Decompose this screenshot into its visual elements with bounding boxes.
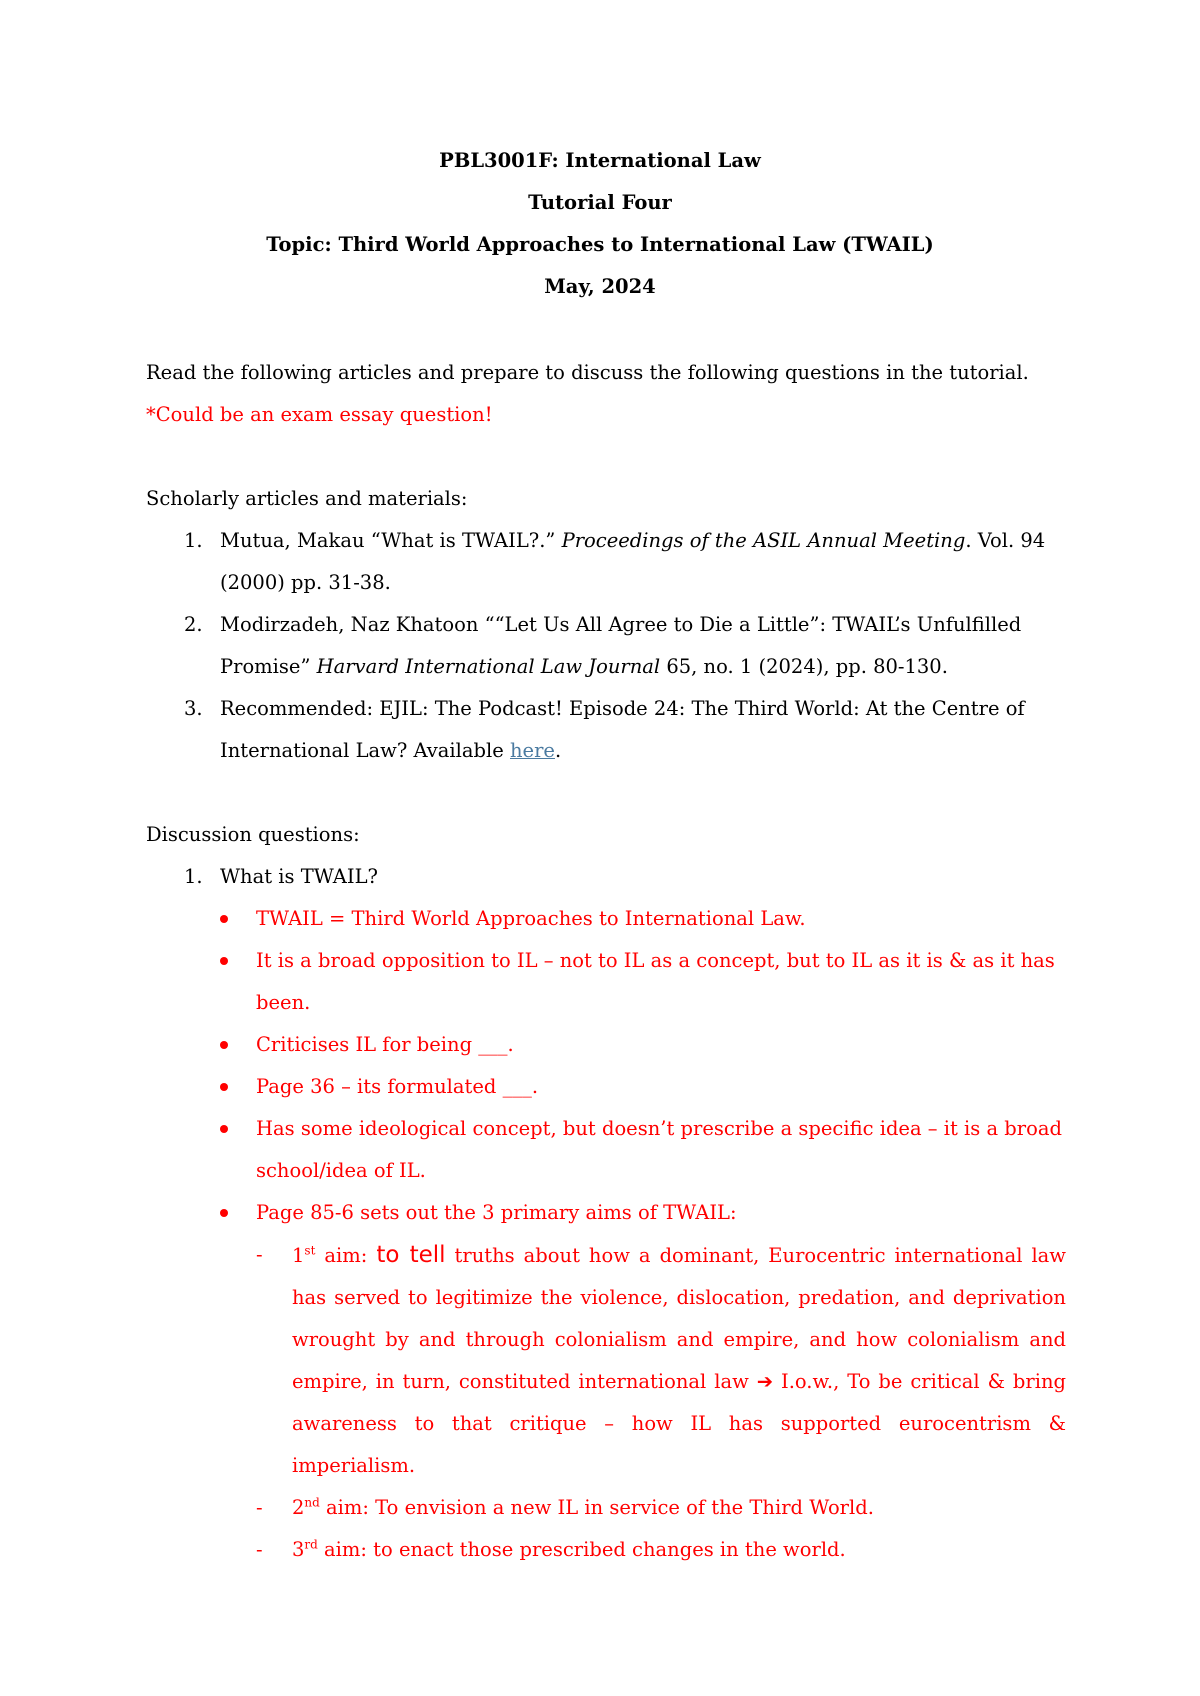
date-line: May, 2024 <box>544 275 656 298</box>
bullet-icon <box>220 1041 228 1049</box>
dash-marker: - <box>256 1496 263 1519</box>
emphasis-text: to tell <box>376 1242 446 1268</box>
item-number: 1. <box>184 529 203 552</box>
bullet-icon <box>220 957 228 965</box>
dash-marker: - <box>256 1538 263 1561</box>
arrow-icon: ➔ <box>756 1370 774 1393</box>
intro-block <box>146 352 1066 436</box>
dash-marker: - <box>256 1243 263 1266</box>
bullet-icon <box>220 1209 228 1217</box>
discussion-heading: Discussion questions: <box>146 823 360 846</box>
bullet-icon <box>220 915 228 923</box>
answer-bullet: It is a broad opposition to IL – not to IL as a concept, but to IL as it is & as it has been. <box>146 940 1066 1024</box>
materials-heading: Scholarly articles and materials: <box>146 487 468 510</box>
journal-title: Proceedings of the ASIL Annual Meeting <box>561 529 966 552</box>
question-number: 1. <box>184 865 203 888</box>
material-item: 1. Mutua, Makau “What is TWAIL?.” Proceedings of the ASIL Annual Meeting. Vol. 94 (2000) pp. 31-38. <box>146 520 1066 604</box>
answer-bullet: Criticises IL for being ___. <box>146 1024 1066 1066</box>
aim-item: - 1st aim: to tell truths about how a dominant, Eurocentric international law has served to legitimize the violence, dislocation, predation, and deprivation wrought by and through colonialism and empire, and how colonialism and empire, in turn, constituted international law ➔ I.o.w., To be critical & bring awareness to that critique – how IL has supported eurocentrism & imperialism. <box>146 1234 1066 1487</box>
aim-item: - 3rd aim: to enact those prescribed changes in the world. <box>146 1529 1066 1571</box>
material-item: 2. Modirzadeh, Naz Khatoon ““Let Us All Agree to Die a Little”: TWAIL’s Unfulfilled Promise” Harvard International Law Journal 65, no. 1 (2024), pp. 80-130. <box>146 604 1066 688</box>
bullet-icon <box>220 1083 228 1091</box>
exam-note: *Could be an exam essay question! <box>146 403 493 426</box>
material-item: 3. Recommended: EJIL: The Podcast! Episode 24: The Third World: At the Centre of International Law? Available here. <box>146 688 1066 772</box>
journal-title: Harvard International Law Journal <box>316 655 661 678</box>
bullet-icon <box>220 1125 228 1133</box>
podcast-link[interactable]: here <box>510 739 555 762</box>
aim-item: - 2nd aim: To envision a new IL in service of the Third World. <box>146 1487 1066 1529</box>
course-title: PBL3001F: International Law <box>439 149 761 172</box>
answer-bullet: Page 36 – its formulated ___. <box>146 1066 1066 1108</box>
item-number: 2. <box>184 613 203 636</box>
discussion-section <box>146 814 1066 1571</box>
document-header <box>0 146 1200 314</box>
question-item <box>146 856 1066 898</box>
instruction-text: Read the following articles and prepare to discuss the following questions in the tutorial. <box>146 361 1029 384</box>
answer-bullet: Page 85-6 sets out the 3 primary aims of TWAIL: <box>146 1192 1066 1234</box>
answer-bullet: TWAIL = Third World Approaches to International Law. <box>146 898 1066 940</box>
topic-title: Topic: Third World Approaches to International Law (TWAIL) <box>266 233 934 256</box>
item-number: 3. <box>184 697 203 720</box>
question-text: What is TWAIL? <box>220 865 378 888</box>
materials-section <box>146 478 1066 772</box>
tutorial-title: Tutorial Four <box>528 191 672 214</box>
answer-bullet: Has some ideological concept, but doesn’t prescribe a specific idea – it is a broad school/idea of IL. <box>146 1108 1066 1192</box>
